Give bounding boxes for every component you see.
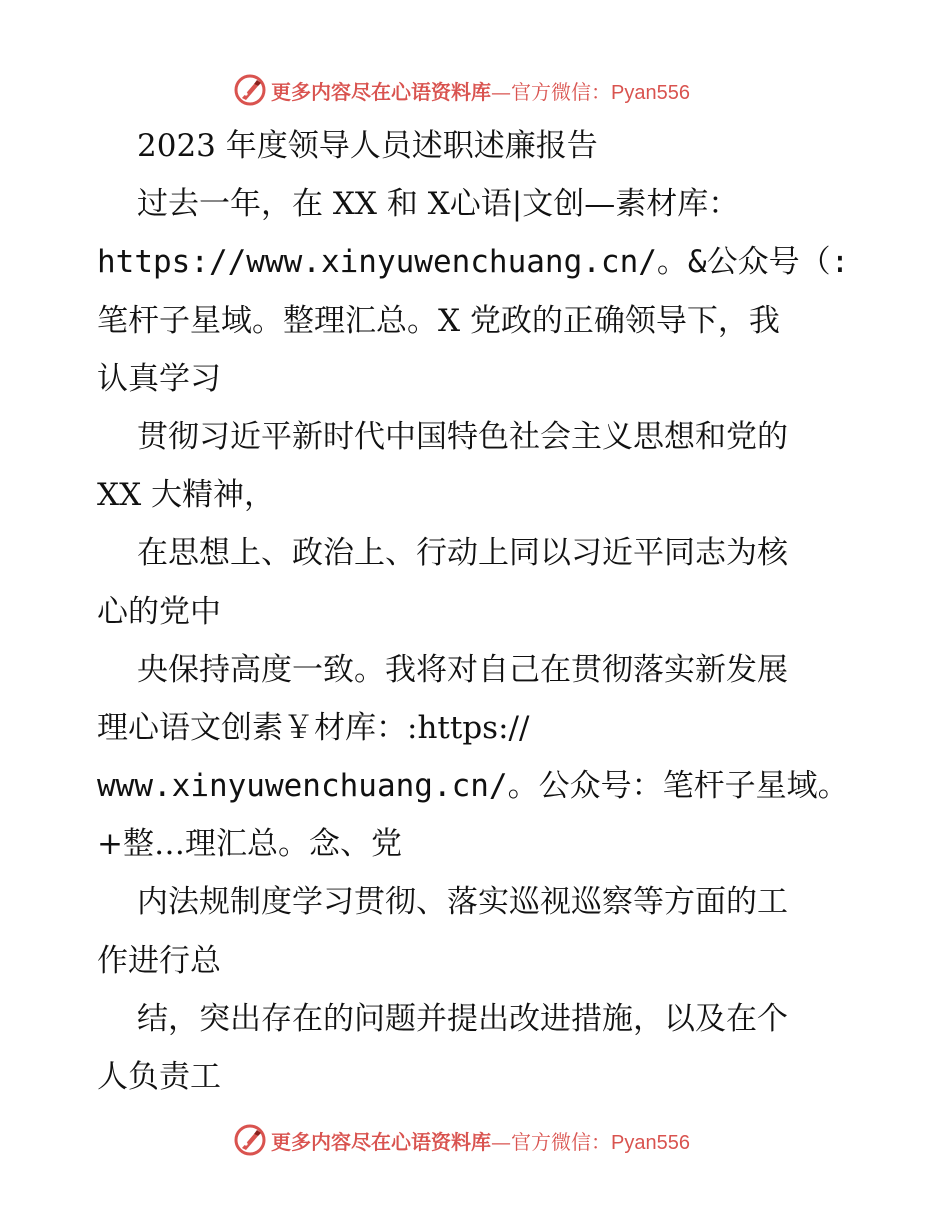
text-line: 认真学习 xyxy=(97,360,221,397)
banner-main-text: 更多内容尽在心语资料库 xyxy=(271,1129,491,1154)
banner-wechat-id: Pyan556 xyxy=(611,81,690,104)
banner-text xyxy=(271,76,690,105)
header-watermark-banner xyxy=(233,72,713,108)
banner-text xyxy=(271,1126,690,1155)
text-line: 结，突出存在的问题并提出改进措施，以及在个 xyxy=(137,1000,788,1037)
text-line: 在思想上、政治上、行动上同以习近平同志为核 xyxy=(137,535,788,572)
text-line: 作进行总 xyxy=(97,942,221,979)
text-line: +整…理汇总。念、党 xyxy=(97,826,402,863)
banner-main-text: 更多内容尽在心语资料库 xyxy=(271,79,491,104)
text-line: 笔杆子星域。整理汇总。X 党政的正确领导下，我 xyxy=(97,302,780,339)
text-line: 内法规制度学习贯彻、落实巡视巡察等方面的工 xyxy=(137,884,788,921)
text-line: 心的党中 xyxy=(97,593,221,630)
banner-wechat-id: Pyan556 xyxy=(611,1131,690,1154)
banner-wechat-label: 官方微信： xyxy=(511,79,611,104)
banner-separator: — xyxy=(491,1129,511,1154)
document-title: 2023 年度领导人员述职述廉报告 xyxy=(137,128,598,164)
text-line: 人负责工 xyxy=(97,1059,221,1095)
banner-separator: — xyxy=(491,79,511,104)
banner-wechat-label: 官方微信： xyxy=(511,1129,611,1154)
text-line: www.xinyuwenchuang.cn/。公众号：笔杆子星域。 xyxy=(97,768,849,805)
text-line: 过去一年，在 XX 和 X心语|文创—素材库： xyxy=(137,186,740,223)
text-line: 央保持高度一致。我将对自己在贯彻落实新发展 xyxy=(137,651,788,688)
footer-watermark-banner xyxy=(233,1122,713,1158)
text-line: 理心语文创素￥材库：:https:// xyxy=(97,709,530,746)
text-line: XX 大精神， xyxy=(97,477,275,514)
text-line: 贯彻习近平新时代中国特色社会主义思想和党的 xyxy=(137,418,788,455)
pen-nib-logo-icon xyxy=(233,73,267,107)
text-line: https://www.xinyuwenchuang.cn/。&公众号（: xyxy=(97,244,850,281)
document-body xyxy=(97,117,857,1106)
pen-nib-logo-icon xyxy=(233,1123,267,1157)
